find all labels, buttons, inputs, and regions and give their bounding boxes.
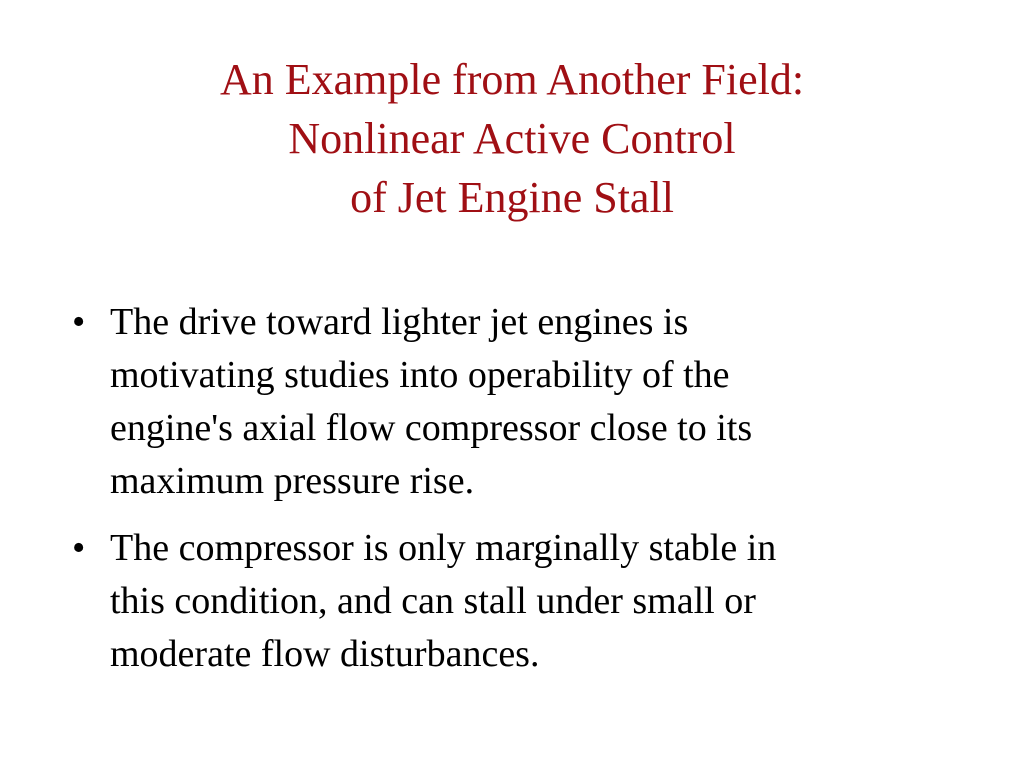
title-line-1: An Example from Another Field: — [219, 55, 805, 104]
bullet-1-line-1: The drive toward lighter jet engines is — [110, 301, 689, 343]
bullet-1-line-2: motivating studies into operability of the — [110, 354, 730, 396]
bullet-dot-icon: • — [72, 301, 86, 343]
bullet-item-1 — [72, 296, 972, 508]
title-line-3: of Jet Engine Stall — [350, 173, 674, 222]
title-line-2: Nonlinear Active Control — [288, 114, 736, 163]
bullet-1-line-4: maximum pressure rise. — [110, 460, 475, 502]
bullet-dot-icon: • — [72, 527, 86, 569]
bullet-2-line-1: The compressor is only marginally stable in — [110, 527, 777, 569]
bullet-1-line-3: engine's axial flow compressor close to its — [110, 407, 753, 449]
bullet-list — [72, 296, 972, 695]
bullet-2-line-2: this condition, and can stall under small or — [110, 580, 756, 622]
slide-title — [0, 50, 1024, 227]
bullet-item-2 — [72, 522, 972, 681]
bullet-2-line-3: moderate flow disturbances. — [110, 633, 540, 675]
